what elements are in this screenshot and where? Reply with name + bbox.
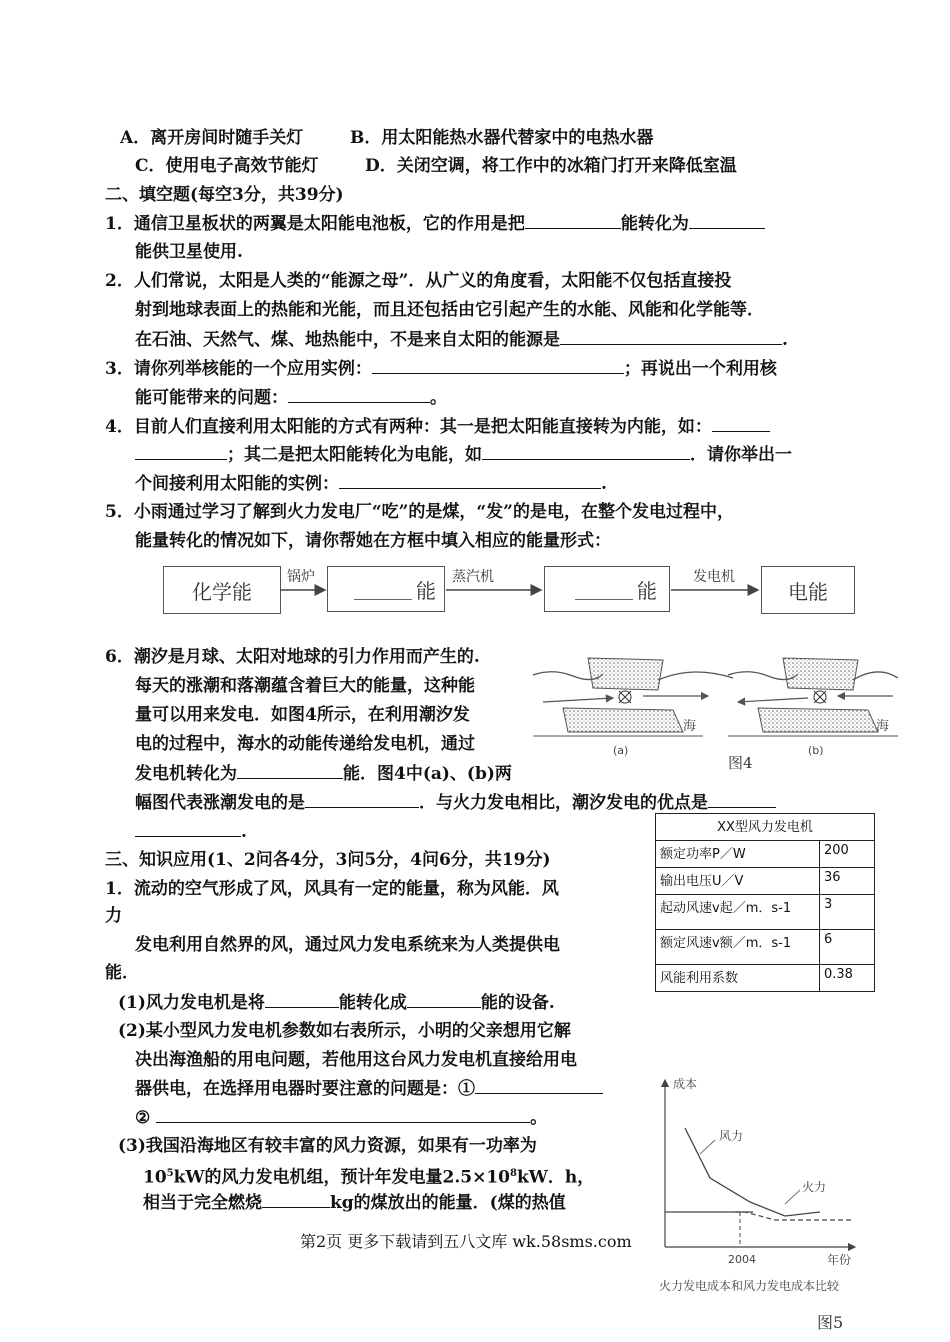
option-a: A．离开房间时随手关灯 xyxy=(120,128,304,148)
k1-line-2: 力 xyxy=(105,906,122,926)
series-wind-label: 风力 xyxy=(719,1129,744,1143)
part-2-line-3 xyxy=(135,1077,603,1100)
p1-blank-1[interactable] xyxy=(265,991,339,1008)
p1-text-a: (1)风力发电机是将 xyxy=(118,993,265,1013)
part-2-line-2: 决出海渔船的用电问题，若他用这台风力发电机直接给用电 xyxy=(135,1050,577,1070)
p3-text-d: kg的煤放出的能量．(煤的热值 xyxy=(330,1193,566,1213)
p3-exp-1: 5 xyxy=(166,1168,174,1179)
spec-row-name: 风能利用系数 xyxy=(656,965,820,992)
p3-end: kW．h， xyxy=(516,1167,595,1188)
flow-box-3-label: 能 xyxy=(637,578,657,603)
k1-line-1: 1．流动的空气形成了风，风具有一定的能量，称为风能．风 xyxy=(105,879,559,899)
part-3-line-1: (3)我国沿海地区有较丰富的风力资源，如果有一功率为 xyxy=(118,1136,537,1156)
q2-text-c: 在石油、天然气、煤、地热能中，不是来自太阳的能源是 xyxy=(135,330,560,350)
p2-text-c: 器供电，在选择用电器时要注意的问题是：① xyxy=(135,1079,475,1099)
figure-4a xyxy=(533,658,733,757)
chart-title: 火力发电成本和风力发电成本比较 xyxy=(659,1279,840,1293)
question-6-line-6 xyxy=(135,791,776,814)
figure-4a-label: (a) xyxy=(613,744,629,757)
p1-text-c: 能的设备. xyxy=(480,993,555,1013)
part-2-line-4: ② 。 xyxy=(135,1108,548,1128)
y-axis-label: 成本 xyxy=(673,1077,698,1091)
question-6-line-4: 电的过程中，海水的动能传递给发电机，通过 xyxy=(135,734,475,754)
option-d: D．关闭空调，将工作中的冰箱门打开来降低室温 xyxy=(365,156,737,176)
q1-text-a: 1．通信卫星板状的两翼是太阳能电池板，它的作用是把 xyxy=(105,214,525,234)
spec-row-value: 200 xyxy=(820,841,875,868)
series-thermal-label: 火力 xyxy=(802,1180,827,1194)
question-2-line-2: 射到地球表面上的热能和光能，而且还包括由它引起产生的水能、风能和化学能等． xyxy=(135,300,764,320)
q6-blank-3a[interactable] xyxy=(708,791,776,808)
q4-text-a: 4．目前人们直接利用太阳能的方式有两种：其一是把太阳能直接转为内能，如： xyxy=(105,417,712,437)
section-3-heading: 三、知识应用(1、2问各4分，3问5分，4问6分，共19分) xyxy=(105,850,551,870)
spec-table-title: XX型风力发电机 xyxy=(656,814,875,841)
page-footer[interactable]: 第2页 更多下载请到五八文库 wk.58sms.com xyxy=(300,1232,632,1251)
question-6-line-5 xyxy=(135,762,512,785)
q6-blank-3b[interactable] xyxy=(135,820,241,837)
spec-row-value: 0.38 xyxy=(820,965,875,992)
figure-4b-sea-label: 海 xyxy=(876,719,890,734)
q4-text-d: 个间接利用太阳能的实例： xyxy=(135,474,339,494)
option-c: C．使用电子高效节能灯 xyxy=(135,156,319,176)
q6-text-f: 能．图4中(a)、(b)两 xyxy=(343,764,512,784)
spec-row-value: 6 xyxy=(820,930,875,965)
q6-blank-1[interactable] xyxy=(237,762,343,779)
q3-text-a: 3．请你列举核能的一个应用实例： xyxy=(105,359,372,379)
question-2-line-1: 2．人们常说，太阳是人类的“能源之母”．从广义的角度看，太阳能不仅包括直接投 xyxy=(105,271,732,291)
q6-text-g: 幅图代表涨潮发电的是 xyxy=(135,793,305,813)
x-axis-label: 年份 xyxy=(827,1253,852,1267)
flow-arrow-label-generator: 发电机 xyxy=(693,569,735,585)
q6-text-e: 发电机转化为 xyxy=(135,764,237,784)
part-2-line-1: (2)某小型风力发电机参数如右表所示，小明的父亲想用它解 xyxy=(118,1021,571,1041)
part-1 xyxy=(118,991,555,1014)
question-3-line-2: 能可能带来的问题： 。 xyxy=(135,388,447,408)
question-5-line-2: 能量转化的情况如下，请你帮她在方框中填入相应的能量形式： xyxy=(135,531,611,551)
question-6-line-7: . xyxy=(135,820,247,843)
figure-5-cost-chart xyxy=(655,1070,895,1305)
flow-box-chemical: 化学能 xyxy=(163,566,281,614)
figure-4-caption: 图4 xyxy=(728,754,753,772)
q4-text-b: ；其二是把太阳能转化为电能，如 xyxy=(227,445,482,465)
part-3-line-2 xyxy=(143,1163,594,1189)
spec-row-name: 额定风速v额／m．s-1 xyxy=(656,930,820,965)
flow-arrow-label-steam: 蒸汽机 xyxy=(452,569,494,585)
question-6-line-3: 量可以用来发电．如图4所示，在利用潮汐发 xyxy=(135,705,470,725)
figure-4b-label: (b) xyxy=(808,744,824,757)
q3-text-b: ；再说出一个利用核 xyxy=(623,359,777,379)
flow-box-electric: 电能 xyxy=(761,566,855,614)
p1-text-b: 能转化成 xyxy=(338,993,407,1013)
spec-row-value: 36 xyxy=(820,868,875,895)
k1-line-3: 发电利用自然界的风，通过风力发电系统来为人类提供电 xyxy=(135,935,560,955)
figure-4b xyxy=(728,658,898,757)
q4-text-c: ．请你举出一 xyxy=(690,445,792,465)
p3-base: 10 xyxy=(143,1167,167,1188)
figure-5-caption: 图5 xyxy=(817,1313,844,1332)
p3-exp-2: 8 xyxy=(510,1168,517,1179)
wind-turbine-spec-table xyxy=(655,813,875,992)
question-2-line-3: 在石油、天然气、煤、地热能中，不是来自太阳的能源是 . xyxy=(135,330,788,350)
spec-row-name: 输出电压U／V xyxy=(656,868,820,895)
p2-text-d: ② xyxy=(135,1108,151,1128)
question-5-line-1: 5．小雨通过学习了解到火力发电厂“吃”的是煤，“发”的是电，在整个发电过程中， xyxy=(105,502,734,522)
question-6-line-2: 每天的涨潮和落潮蕴含着巨大的能量，这种能 xyxy=(135,676,475,696)
p3-blank[interactable] xyxy=(262,1191,330,1208)
q1-text-c: 能供卫星使用. xyxy=(135,242,243,262)
series-wind xyxy=(685,1128,820,1216)
question-6-line-1: 6．潮汐是月球、太阳对地球的引力作用而产生的. xyxy=(105,647,480,667)
k1-line-4: 能． xyxy=(105,963,139,983)
section-2-heading: 二、填空题(每空3分，共39分) xyxy=(105,185,344,205)
q1-text-b: 能转化为 xyxy=(620,214,689,234)
part-3-line-3 xyxy=(143,1191,566,1214)
spec-row-value: 3 xyxy=(820,895,875,930)
q6-blank-2[interactable] xyxy=(305,791,419,808)
flow-arrow-label-boiler: 锅炉 xyxy=(287,569,315,585)
series-thermal-projected xyxy=(735,1212,853,1220)
p2-blank-2[interactable] xyxy=(156,1106,530,1123)
flow-box-2-label: 能 xyxy=(416,578,436,603)
p3-text-c: 相当于完全燃烧 xyxy=(143,1193,262,1213)
figure-4a-sea-label: 海 xyxy=(683,719,697,734)
spec-row-name: 额定功率P／W xyxy=(656,841,820,868)
question-4-line-3: 个间接利用太阳能的实例： . xyxy=(135,474,607,494)
q3-text-c: 能可能带来的问题： xyxy=(135,388,288,408)
p1-blank-2[interactable] xyxy=(407,991,481,1008)
p3-mid: kW的风力发电机组，预计年发电量2.5×10 xyxy=(173,1167,510,1188)
x-tick-2004: 2004 xyxy=(728,1253,756,1266)
spec-row-name: 起动风速v起／m．s-1 xyxy=(656,895,820,930)
q6-text-h: ．与火力发电相比，潮汐发电的优点是 xyxy=(419,793,708,813)
p2-blank-1[interactable] xyxy=(475,1077,603,1094)
figure-4-tidal-diagram xyxy=(533,650,898,760)
option-b: B．用太阳能热水器代替家中的电热水器 xyxy=(350,128,654,148)
